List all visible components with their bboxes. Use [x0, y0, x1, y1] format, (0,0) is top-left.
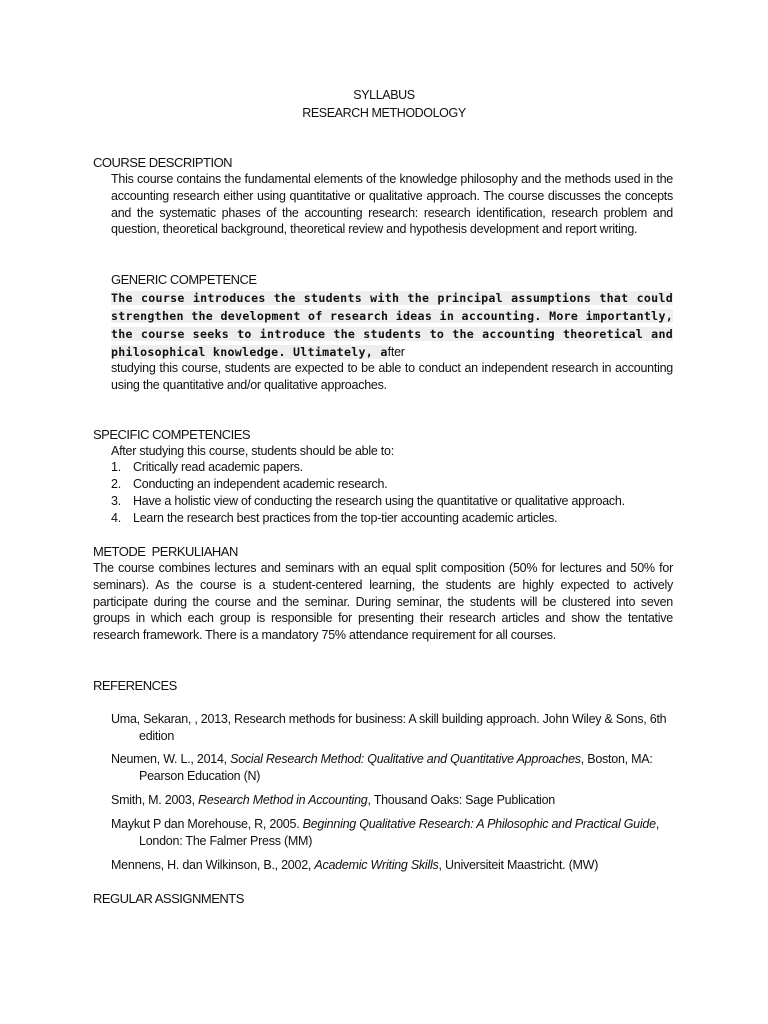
references-heading: REFERENCES	[93, 678, 177, 693]
generic-competence-text	[111, 289, 673, 361]
reference-post: , London: The Falmer Press (MM)	[139, 817, 660, 848]
reference-title: Social Research Method: Qualitative and Quantitative Approaches	[230, 752, 581, 766]
specific-competencies-heading: SPECIFIC COMPETENCIES	[93, 427, 251, 442]
generic-competence-rest-text: studying this course, students are expected to be able to conduct an independent research in accounting using the quantitative and/or qualitative approaches.	[111, 361, 673, 392]
reference-title: Research Method in Accounting	[198, 793, 368, 807]
reference-post: , Boston, MA: Pearson Education (N)	[139, 752, 653, 783]
reference-title: Academic Writing Skills	[314, 858, 439, 872]
competency-text: Learn the research best practices from the top-tier accounting academic articles.	[133, 511, 558, 525]
reference-post: , Universiteit Maastricht. (MW)	[438, 858, 599, 872]
course-description-heading: COURSE DESCRIPTION	[93, 155, 233, 170]
regular-assignments-heading: REGULAR ASSIGNMENTS	[93, 891, 244, 906]
competency-number: 1.	[111, 460, 121, 474]
reference-item	[111, 816, 699, 850]
reference-pre: Maykut P dan Morehouse, R, 2005.	[111, 817, 303, 831]
document-subtitle: RESEARCH METHODOLOGY	[302, 106, 466, 120]
competency-number: 2.	[111, 477, 121, 491]
reference-title: Beginning Qualitative Research: A Philosophic and Practical Guide	[302, 817, 656, 831]
generic-competence-tail-text: fter	[387, 345, 405, 359]
reference-pre: Smith, M. 2003,	[111, 793, 199, 807]
reference-pre: Neumen, W. L., 2014,	[111, 752, 231, 766]
reference-item	[111, 857, 699, 874]
competency-text: Critically read academic papers.	[133, 460, 303, 474]
reference-post: , Thousand Oaks: Sage Publication	[367, 793, 555, 807]
competency-number: 4.	[111, 511, 121, 525]
generic-competence-heading: GENERIC COMPETENCE	[111, 272, 257, 287]
reference-item	[111, 751, 699, 785]
reference-item	[111, 711, 699, 745]
competency-text: Have a holistic view of conducting the research using the quantitative or qualitative approach.	[133, 494, 625, 508]
specific-competencies-intro: After studying this course, students should be able to:	[111, 444, 394, 458]
metode-text: The course combines lectures and seminars with an equal split composition (50% for lectures and 50% for seminars). As the course is a student-centered learning, the students are highly expected to actively participate during the course and the seminar. During seminar, the students will be clustered into seven groups in which each group is responsible for presenting their research articles and show the tentative research framework. There is a mandatory 75% attendance requirement for all courses.	[93, 561, 673, 643]
competency-text: Conducting an independent academic research.	[133, 477, 388, 491]
metode-heading: METODE PERKULIAHAN	[93, 544, 238, 559]
course-description-text: This course contains the fundamental elements of the knowledge philosophy and the methods used in the accounting research either using quantitative or qualitative approach. The course discusses the concepts and the systematic phases of the accounting research: research identification, research problem and question, theoretical background, theoretical review and hypothesis development and report writing.	[111, 172, 673, 237]
reference-item	[111, 792, 699, 809]
competency-number: 3.	[111, 494, 121, 508]
reference-pre: Mennens, H. dan Wilkinson, B., 2002,	[111, 858, 315, 872]
reference-pre: Uma, Sekaran, , 2013, Research methods for business: A skill building approach. John Wiley & Sons, 6th edition	[111, 712, 667, 743]
generic-competence-bold-text: The course introduces the students with the principal assumptions that could strengthen the development of research ideas in accounting. More importantly, the course seeks to introduce the students to the accounting theoretical and philosophical knowledge. Ultimately, a	[111, 291, 673, 359]
document-title: SYLLABUS	[353, 88, 415, 102]
